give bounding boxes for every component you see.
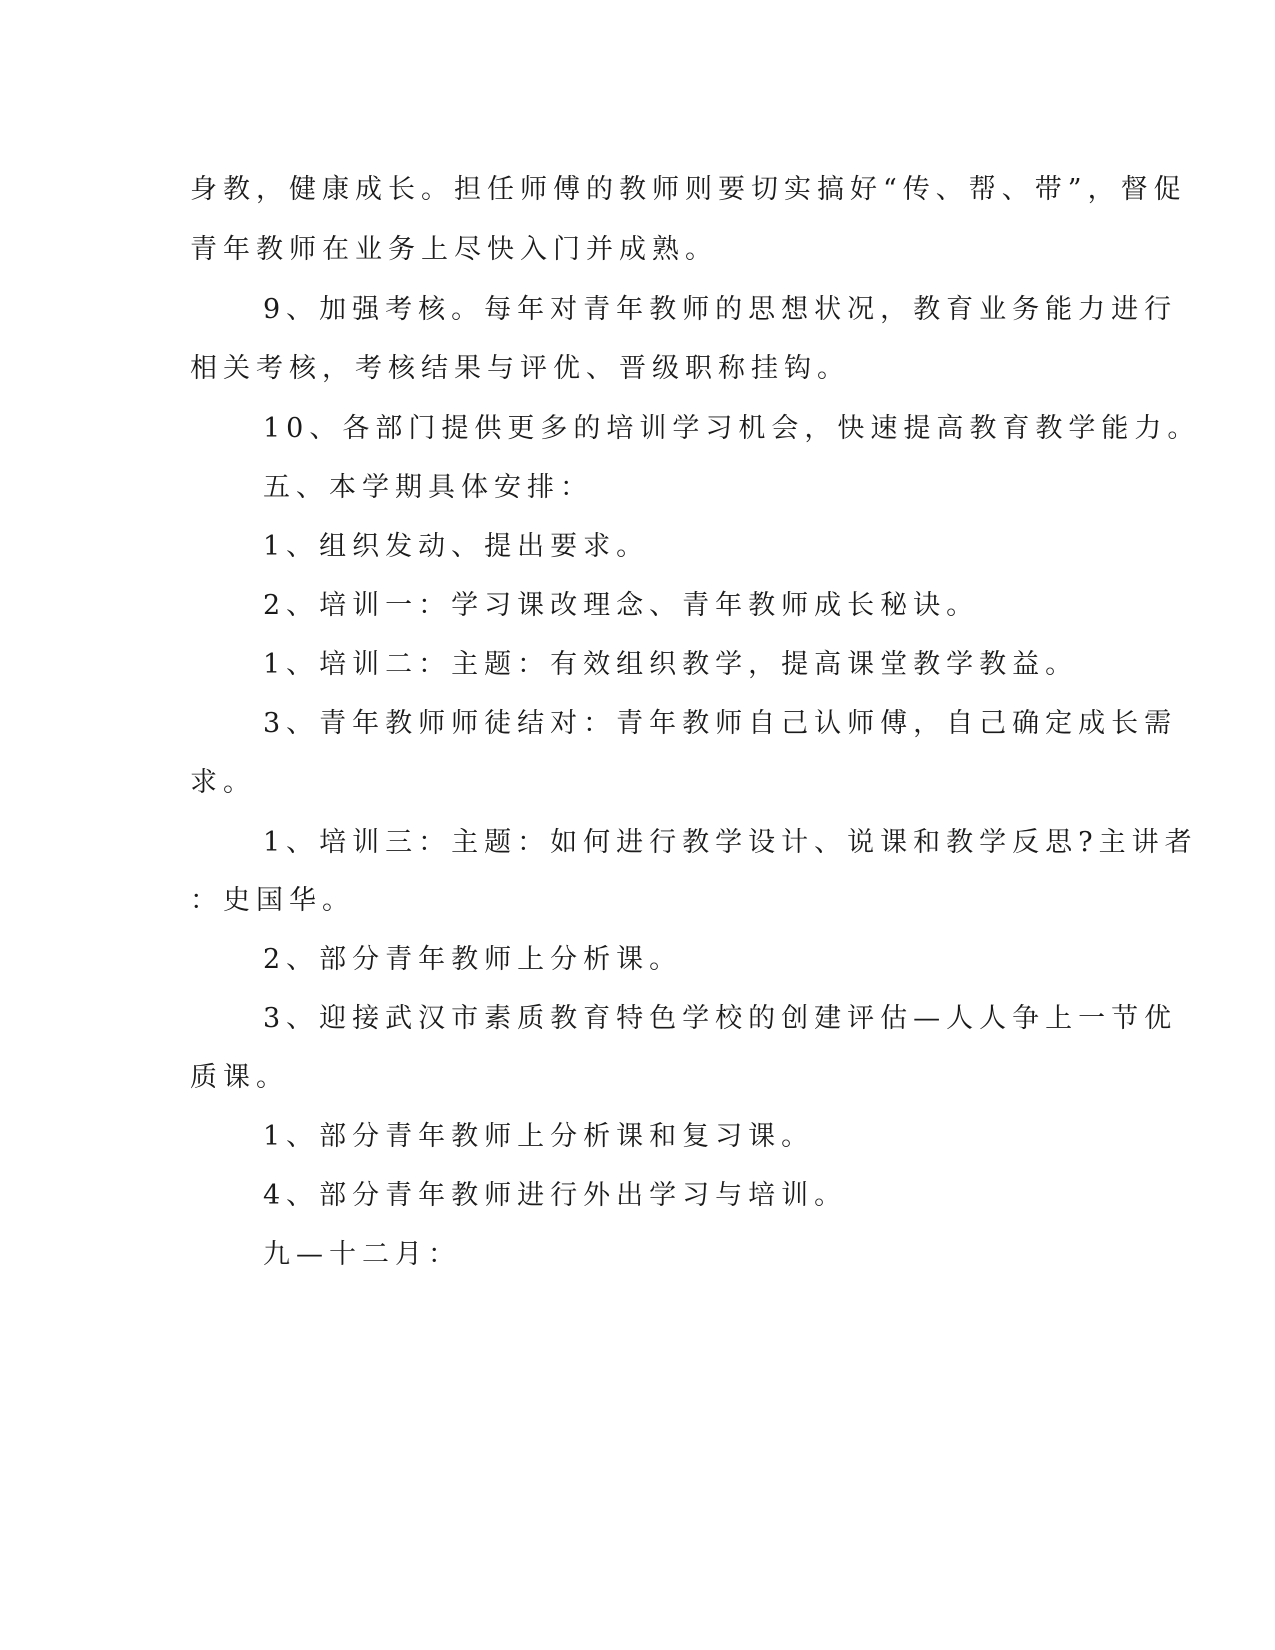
list-item: 3、青年教师师徒结对：青年教师自己认师傅，自己确定成长需 (263, 708, 1178, 739)
paragraph-1-line-1: 身教，健康成长。担任师傅的教师则要切实搞好“传、帮、带”，督促 (190, 174, 1187, 205)
list-item: 1、组织发动、提出要求。 (263, 531, 650, 562)
list-item-continuation: ：史国华。 (190, 885, 355, 916)
list-item: 2、部分青年教师上分析课。 (263, 944, 683, 975)
list-item: 2、培训一：学习课改理念、青年教师成长秘诀。 (263, 590, 980, 621)
month-heading: 九—十二月： (263, 1239, 461, 1270)
list-item: 1、部分青年教师上分析课和复习课。 (263, 1121, 815, 1152)
paragraph-2-line-1: 9、加强考核。每年对青年教师的思想状况，教育业务能力进行 (263, 294, 1178, 325)
list-item: 1、培训三：主题：如何进行教学设计、说课和教学反思?主讲者 (263, 827, 1198, 858)
list-item-continuation: 质课。 (190, 1062, 289, 1093)
paragraph-1-line-2: 青年教师在业务上尽快入门并成熟。 (190, 234, 718, 265)
paragraph-3: 10、各部门提供更多的培训学习机会，快速提高教育教学能力。 (263, 413, 1201, 444)
section-heading-5: 五、本学期具体安排： (263, 472, 593, 503)
list-item-continuation: 求。 (190, 767, 256, 798)
list-item: 4、部分青年教师进行外出学习与培训。 (263, 1180, 848, 1211)
list-item: 3、迎接武汉市素质教育特色学校的创建评估—人人争上一节优 (263, 1003, 1178, 1034)
paragraph-2-line-2: 相关考核，考核结果与评优、晋级职称挂钩。 (190, 353, 850, 384)
list-item: 1、培训二：主题：有效组织教学，提高课堂教学教益。 (263, 649, 1079, 680)
